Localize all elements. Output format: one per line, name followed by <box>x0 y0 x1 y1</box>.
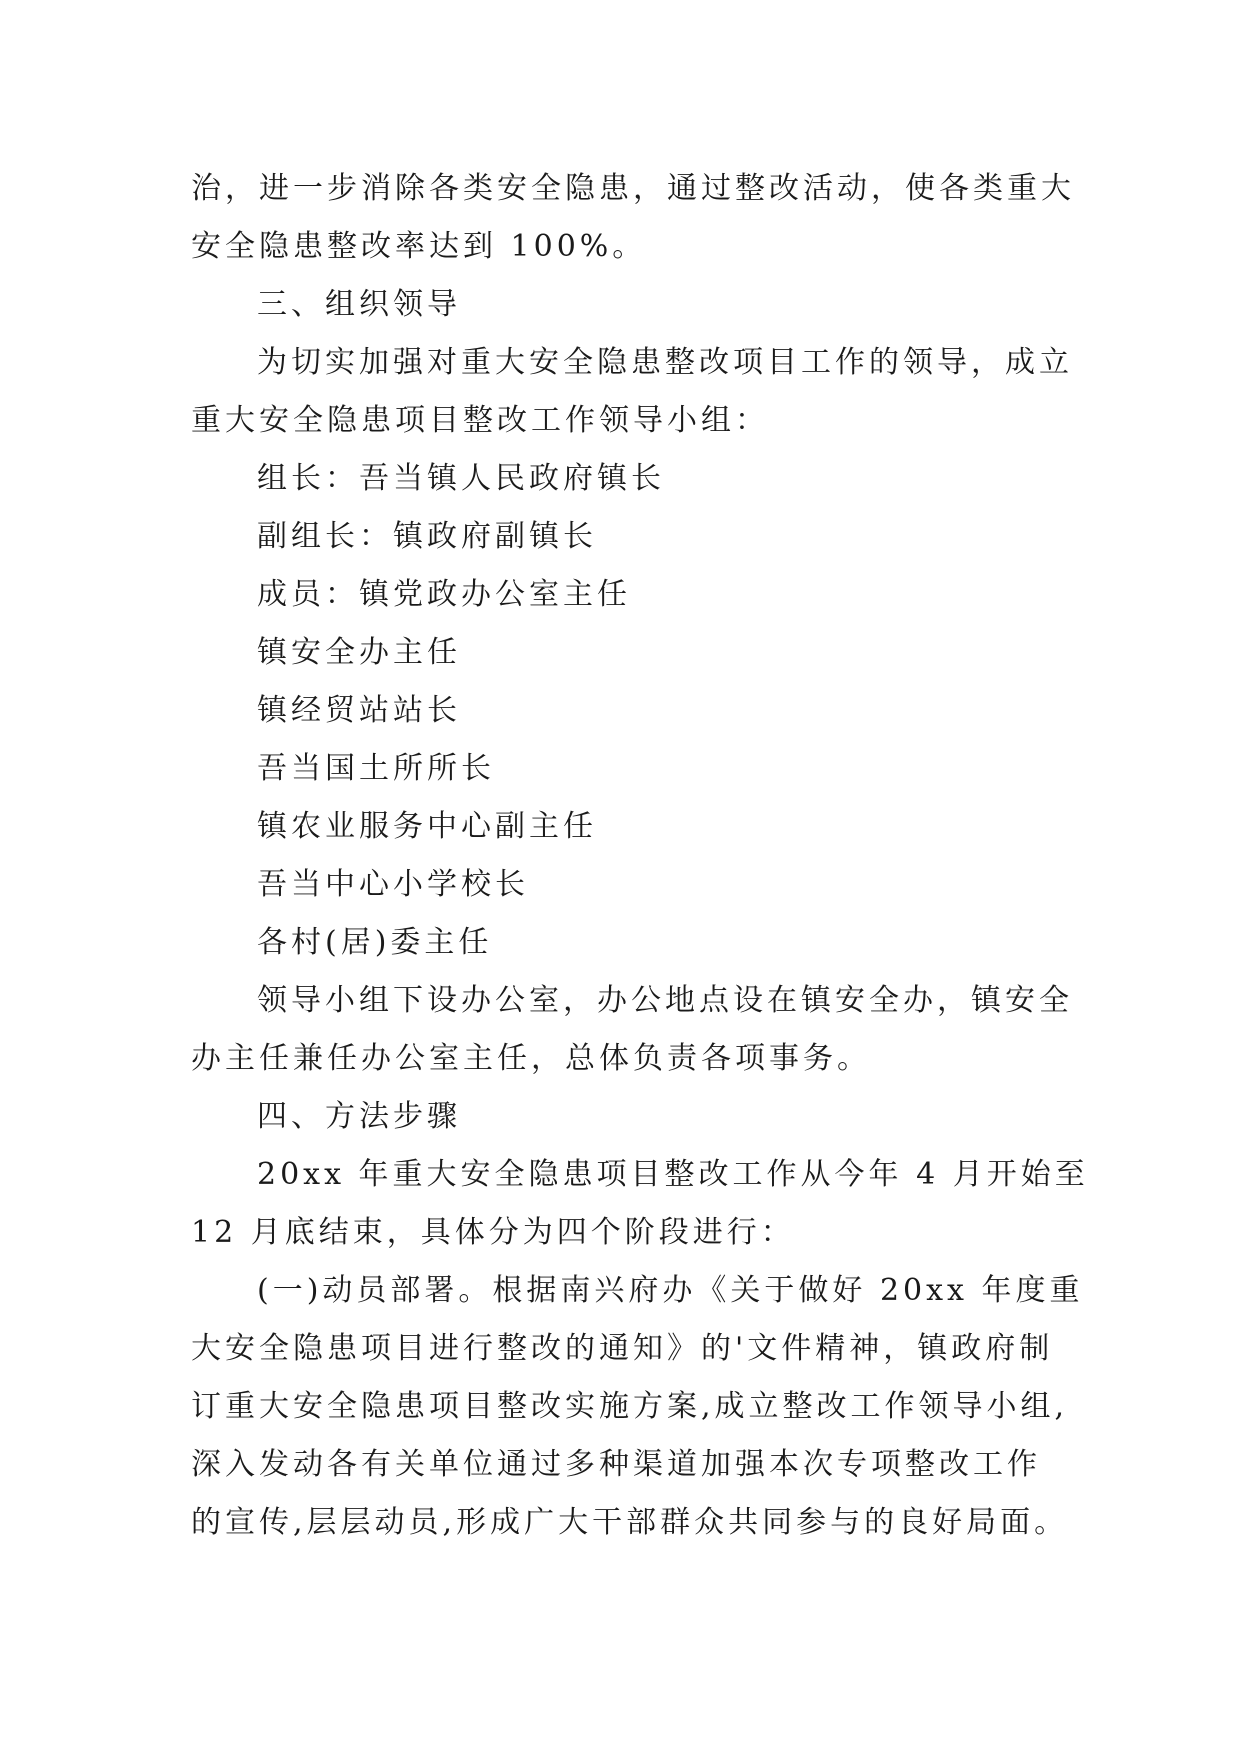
document-body <box>191 160 1089 1552</box>
paragraph-line: 深入发动各有关单位通过多种渠道加强本次专项整改工作 <box>191 1447 1041 1482</box>
member-line: 各村(居)委主任 <box>257 925 493 960</box>
paragraph-line: 12 月底结束，具体分为四个阶段进行： <box>191 1215 795 1250</box>
member-line: 镇安全办主任 <box>257 635 461 670</box>
paragraph-line: 治，进一步消除各类安全隐患，通过整改活动，使各类重大 <box>191 171 1075 206</box>
member-line: 成员：镇党政办公室主任 <box>257 577 631 612</box>
paragraph-line: 安全隐患整改率达到 100%。 <box>191 229 647 264</box>
member-line: 吾当中心小学校长 <box>257 867 529 902</box>
member-line: 吾当国土所所长 <box>257 751 495 786</box>
paragraph-line: 订重大安全隐患项目整改实施方案,成立整改工作领导小组, <box>191 1389 1069 1424</box>
paragraph-line: 办主任兼任办公室主任，总体负责各项事务。 <box>191 1041 871 1076</box>
member-line: 副组长：镇政府副镇长 <box>257 519 597 554</box>
member-line: 镇农业服务中心副主任 <box>257 809 597 844</box>
section-heading: 四、方法步骤 <box>257 1099 461 1134</box>
member-line: 组长：吾当镇人民政府镇长 <box>257 461 665 496</box>
paragraph-line: (一)动员部署。根据南兴府办《关于做好 20xx 年度重 <box>257 1273 1084 1308</box>
paragraph-line: 领导小组下设办公室，办公地点设在镇安全办，镇安全 <box>257 983 1073 1018</box>
member-line: 镇经贸站站长 <box>257 693 461 728</box>
paragraph-line: 大安全隐患项目进行整改的通知》的'文件精神，镇政府制 <box>191 1331 1054 1366</box>
section-heading: 三、组织领导 <box>257 287 461 322</box>
paragraph-line: 20xx 年重大安全隐患项目整改工作从今年 4 月开始至 <box>257 1157 1089 1192</box>
paragraph-line: 重大安全隐患项目整改工作领导小组： <box>191 403 769 438</box>
paragraph-line: 的宣传,层层动员,形成广大干部群众共同参与的良好局面。 <box>191 1505 1069 1540</box>
paragraph-line: 为切实加强对重大安全隐患整改项目工作的领导，成立 <box>257 345 1073 380</box>
